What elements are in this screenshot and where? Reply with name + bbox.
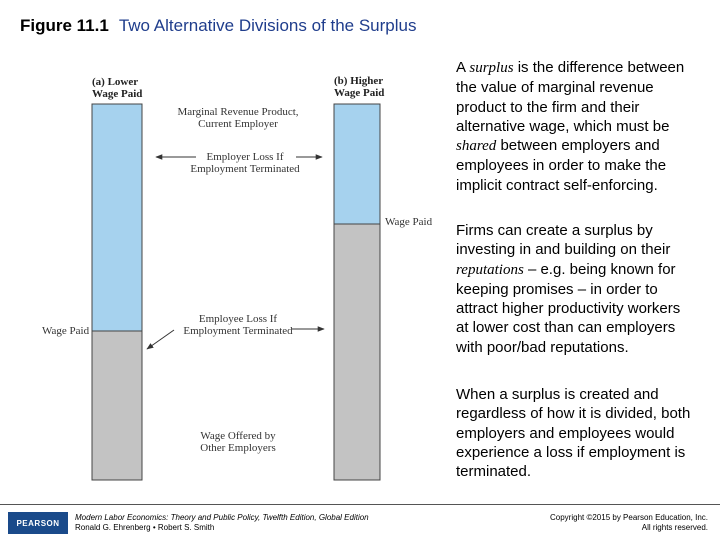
- panel-b-heading-line1: (b) Higher: [334, 75, 384, 87]
- employer-loss-line1: Employer Loss If: [206, 151, 284, 163]
- panel-b-heading: [334, 75, 384, 99]
- pearson-logo: PEARSON: [8, 512, 68, 534]
- panel-a-wage-paid-label: Wage Paid: [42, 325, 90, 337]
- panel-a-heading: [92, 76, 152, 100]
- panel-a-heading-line1: (a) Lower: [92, 76, 139, 88]
- employee-loss-line2: Employment Terminated: [183, 325, 293, 337]
- footer-copyright: [550, 513, 708, 533]
- footer-citation: [75, 513, 369, 533]
- panel-b-wage-segment: [334, 224, 380, 480]
- paragraph-loss: [456, 385, 692, 481]
- paragraph-reputations: [456, 221, 692, 357]
- panel-a-heading-line2: Wage Paid: [92, 88, 143, 100]
- paragraph-surplus-definition: [456, 58, 692, 195]
- p1-term-shared: shared: [456, 138, 497, 155]
- employer-loss-line2: Employment Terminated: [190, 163, 300, 175]
- footer-copyright-line: Copyright ©2015 by Pearson Education, Inc.: [550, 513, 708, 522]
- wage-offered-label: [174, 430, 302, 454]
- footer-book-title: Modern Labor Economics: Theory and Public Policy, Twelfth Edition, Global Edition: [75, 513, 369, 522]
- employer-loss-label: [180, 151, 310, 175]
- p3-text: When a surplus is created and regardless of how it is divided, both employers and employees would experience a loss if employment is terminated.: [456, 386, 691, 481]
- figure-title: Two Alternative Divisions of the Surplus: [118, 16, 417, 35]
- p1-article: A: [456, 59, 466, 76]
- panel-b-wage-paid-label: Wage Paid: [385, 216, 433, 228]
- wage-offered-line2: Other Employers: [200, 442, 276, 454]
- footer-rights-line: All rights reserved.: [641, 523, 708, 532]
- panel-b-surplus-segment: [334, 104, 380, 224]
- panel-b-heading-line2: Wage Paid: [334, 87, 385, 99]
- p2-text-b: – e.g. being known for keeping promises – in order to attract higher productivity workers at lower cost than can employers with poor/bad reputations.: [456, 260, 681, 356]
- employee-loss-line1: Employee Loss If: [198, 313, 278, 325]
- mrp-label: [170, 106, 306, 130]
- panel-a-surplus-segment: [92, 104, 142, 331]
- p1-text-b: between employers and employees in order to make the implicit contract self-enforcing.: [456, 137, 667, 194]
- mrp-label-line1: Marginal Revenue Product,: [177, 106, 299, 118]
- mrp-label-line2: Current Employer: [198, 118, 278, 130]
- p2-text-a: Firms can create a surplus by investing in and building on their: [456, 222, 671, 259]
- employee-loss-label: [170, 313, 306, 337]
- p2-term-reputations: reputations: [456, 261, 524, 278]
- p1-term-surplus: surplus: [469, 60, 514, 76]
- wage-offered-line1: Wage Offered by: [200, 430, 276, 442]
- footer-authors: Ronald G. Ehrenberg • Robert S. Smith: [75, 523, 215, 532]
- footer-divider: [0, 504, 720, 505]
- figure-number: Figure 11.1: [20, 16, 109, 35]
- panel-a-wage-segment: [92, 331, 142, 480]
- p1-text-a: is the difference between the value of marginal revenue product to the firm and their alternative wage, which must be: [456, 59, 685, 135]
